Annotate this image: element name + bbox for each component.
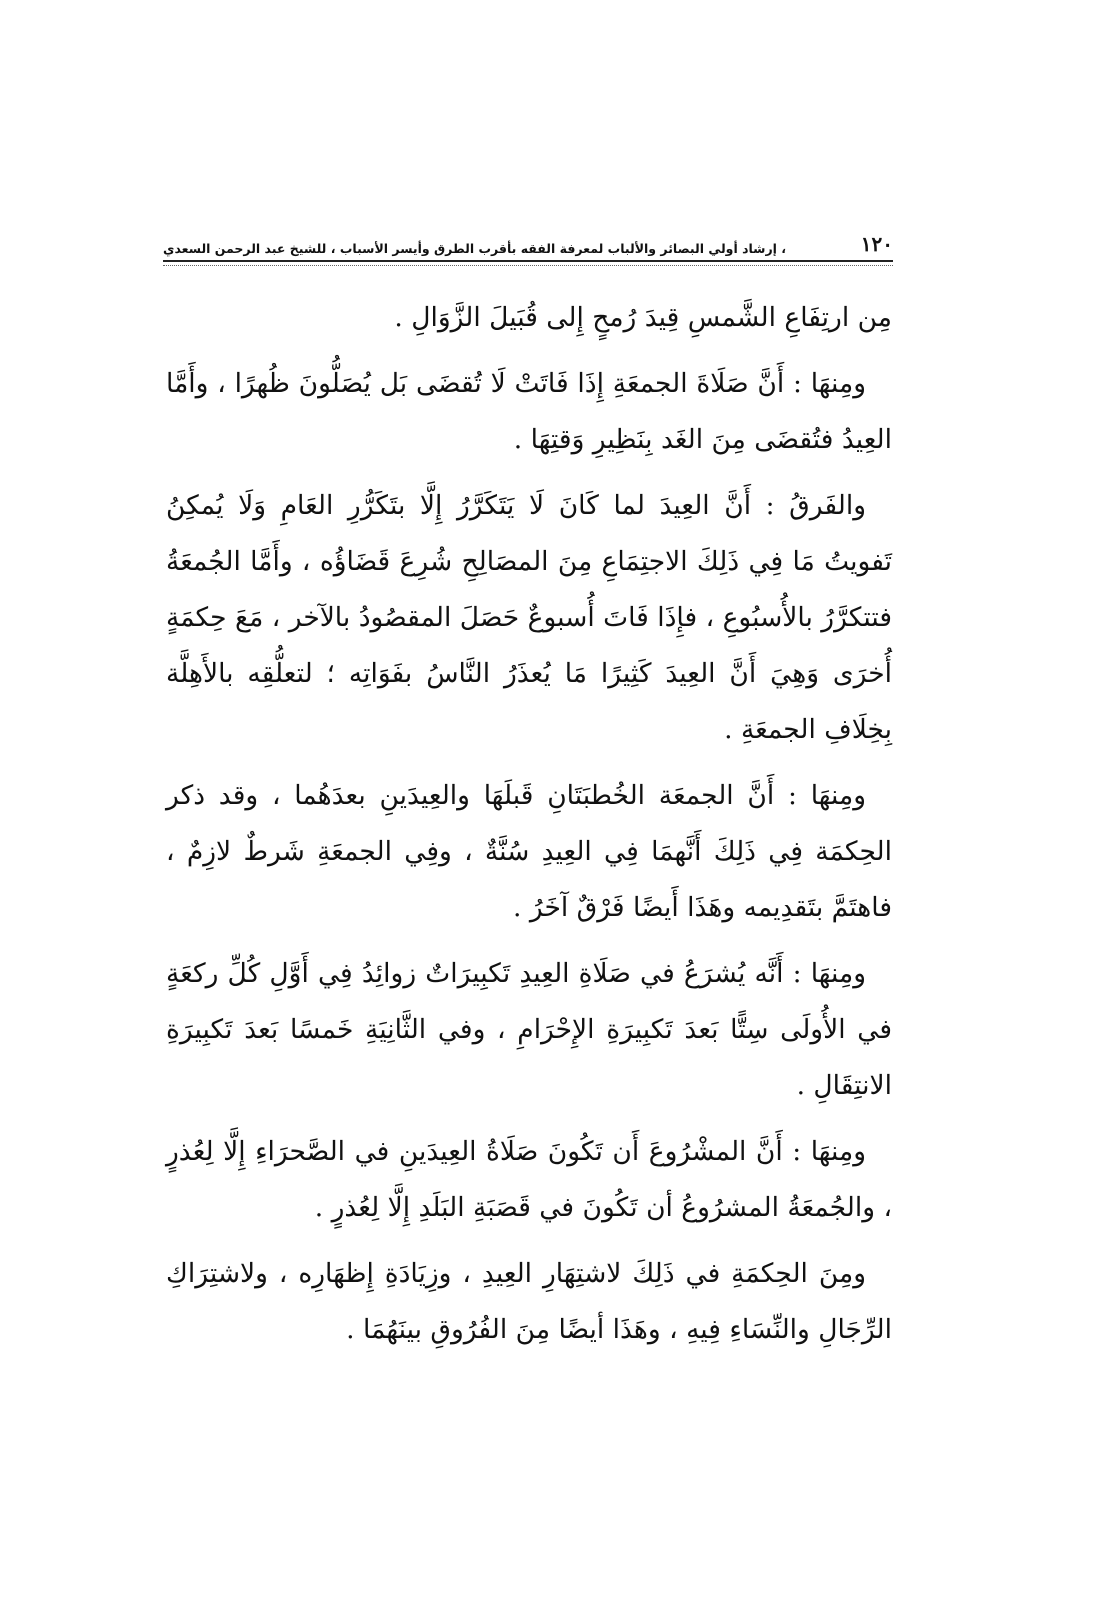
book-title: ، إرشاد أولي البصائر والألباب لمعرفة الفقه بأقرب الطرق وأيسر الأسباب ، للشيخ عبد الرحمن السعدي <box>163 241 787 256</box>
paragraph-friday-prayer-makeup: ومِنهَا : أَنَّ صَلَاةَ الجمعَةِ إِذَا فَاتَتْ لَا تُقضَى بَل يُصَلُّونَ ظُهرًا ، وأَمَّا العِيدُ فتُقضَى مِنَ الغَد بِنَظِيرِ وَقتِهَا . <box>166 368 892 455</box>
paragraph-continuation: مِن ارتِفَاعِ الشَّمسِ قِيدَ رُمحٍ إِلى قُبَيلَ الزَّوَالِ . <box>394 302 892 333</box>
paragraph-wisdom: ومِنَ الحِكمَةِ في ذَلِكَ لاشتِهَارِ العِيدِ ، وزِيَادَةِ إِظهَارِه ، ولاشتِرَاكِ الرِّجَالِ والنِّسَاءِ فِيهِ ، وهَذَا أيضًا مِنَ الفُرُوقِ بينَهُمَا . <box>166 1258 892 1345</box>
paragraph-difference: والفَرقُ : أَنَّ العِيدَ لما كَانَ لَا يَتَكَرَّرُ إِلَّا بتَكَرُّرِ العَامِ وَلَا يُمكِنُ تَفويتُ مَا فِي ذَلِكَ الاجتِمَاعِ مِنَ المصَالِحِ شُرِعَ قَضَاؤُه ، وأَمَّا الجُمعَةُ فتتكرَّرُ بالأُسبُوعِ ، فإِذَا فَاتَ أُسبوعٌ حَصَلَ المقصُودُ بالآخر ، مَعَ حِكمَةٍ أُخرَى وَهِيَ أَنَّ العِيدَ كَثِيرًا مَا يُعذَرُ النَّاسُ بفَوَاتِه ؛ لتعلُّقِه بالأَهِلَّة بِخِلَافِ الجمعَةِ . <box>166 490 892 745</box>
header-divider <box>163 265 893 266</box>
paragraph-takbirat: ومِنهَا : أَنَّه يُشرَعُ في صَلَاةِ العِيدِ تَكبِيرَاتٌ زوائِدُ فِي أَوَّلِ كُلِّ ركعَةٍ في الأُولَى سِتًّا بَعدَ تَكبِيرَةِ الإِحْرَامِ ، وفي الثَّانِيَةِ خَمسًا بَعدَ تَكبِيرَةِ الانتِقَالِ . <box>166 958 892 1101</box>
page-number: ١٢٠ <box>860 232 893 256</box>
paragraph-sermons: ومِنهَا : أَنَّ الجمعَة الخُطبَتَانِ قَبلَهَا والعِيدَينِ بعدَهُما ، وقد ذكر الحِكمَة فِي ذَلِكَ أَنَّهمَا فِي العِيدِ سُنَّةٌ ، وفِي الجمعَةِ شَرطٌ لازِمٌ ، فاهتَمَّ بتَقدِيمه وهَذَا أَيضًا فَرْقٌ آخَرُ . <box>166 780 892 923</box>
paragraph-location: ومِنهَا : أَنَّ المشْرُوعَ أَن تَكُونَ صَلَاةُ العِيدَينِ في الصَّحرَاءِ إِلَّا لِعُذرٍ ، والجُمعَةُ المشرُوعُ أن تَكُونَ في قَصَبَةِ البَلَدِ إِلَّا لِعُذرٍ . <box>166 1136 892 1223</box>
body-text <box>166 290 892 1368</box>
running-header <box>163 226 893 262</box>
